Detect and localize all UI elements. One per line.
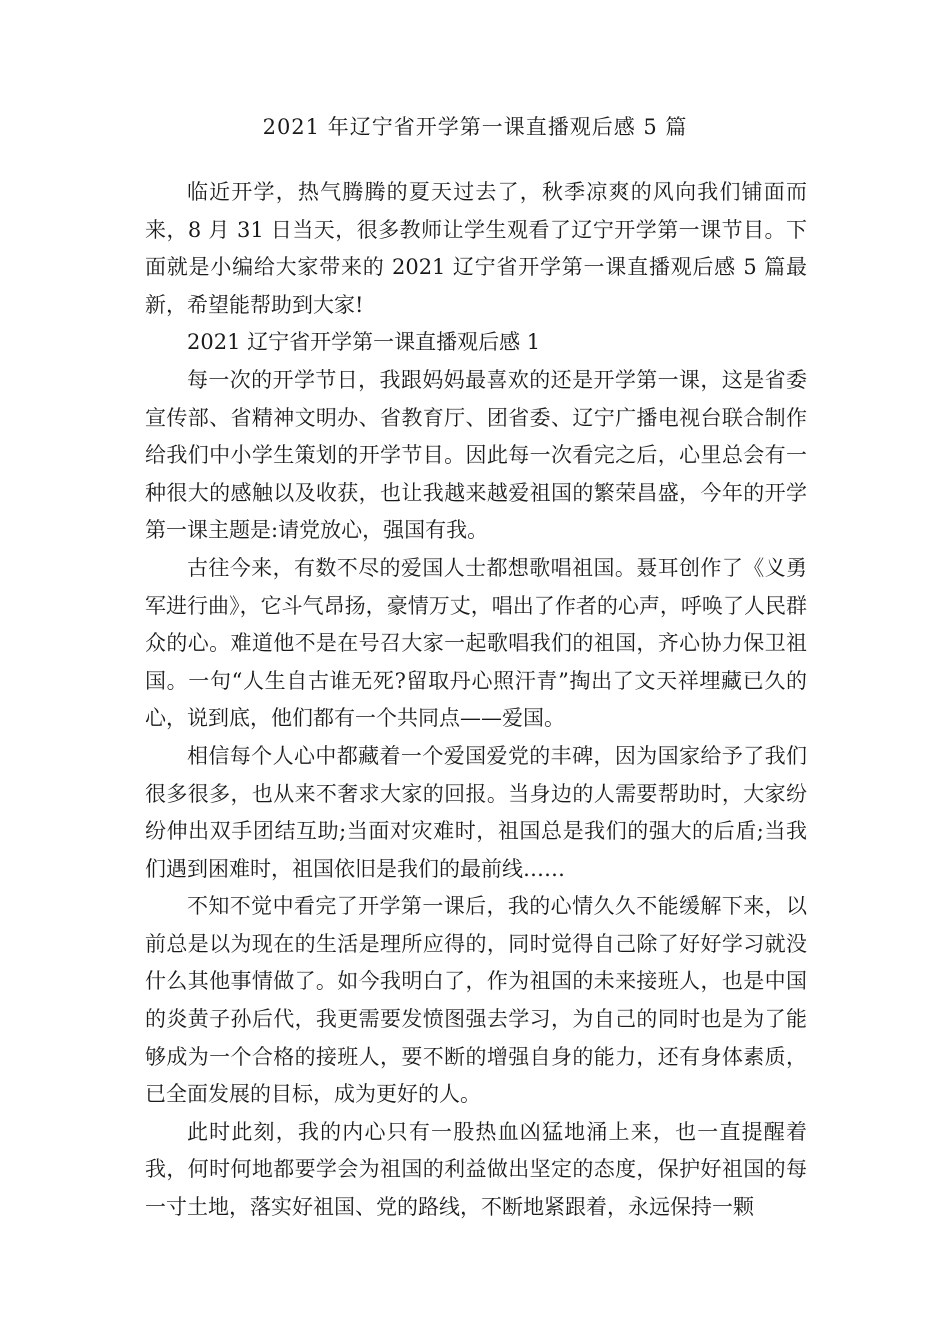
document-body bbox=[145, 174, 807, 1227]
body-paragraph: 不知不觉中看完了开学第一课后，我的心情久久不能缓解下来，以前总是以为现在的生活是理所应得的，同时觉得自己除了好好学习就没什么其他事情做了。如今我明白了，作为祖国的未来接班人，也是中国的炎黄子孙后代，我更需要发愤图强去学习，为自己的同时也是为了能够成为一个合格的接班人，要不断的增强自身的能力，还有身体素质，已全面发展的目标，成为更好的人。 bbox=[145, 894, 807, 1107]
document-title: 2021 年辽宁省开学第一课直播观后感 5 篇 bbox=[262, 115, 688, 139]
body-paragraph: 每一次的开学节日，我跟妈妈最喜欢的还是开学第一课，这是省委宣传部、省精神文明办、省教育厅、团省委、辽宁广播电视台联合制作给我们中小学生策划的开学节目。因此每一次看完之后，心里总会有一种很大的感触以及收获，也让我越来越爱祖国的繁荣昌盛，今年的开学第一课主题是:请党放心，强国有我。 bbox=[145, 367, 807, 543]
section-heading: 2021 辽宁省开学第一课直播观后感 1 bbox=[187, 330, 541, 355]
intro-paragraph: 临近开学，热气腾腾的夏天过去了，秋季凉爽的风向我们铺面而来，8 月 31 日当天，很多教师让学生观看了辽宁开学第一课节目。下面就是小编给大家带来的 2021 辽宁省开学第一课直播观后感 5 篇最新，希望能帮助到大家! bbox=[145, 180, 807, 317]
body-paragraph: 相信每个人心中都藏着一个爱国爱党的丰碑，因为国家给予了我们很多很多，也从来不奢求大家的回报。当身边的人需要帮助时，大家纷纷伸出双手团结互助;当面对灾难时，祖国总是我们的强大的后盾;当我们遇到困难时，祖国依旧是我们的最前线…… bbox=[145, 743, 807, 881]
body-paragraph: 此时此刻，我的内心只有一股热血凶猛地涌上来，也一直提醒着我，何时何地都要学会为祖国的利益做出坚定的态度，保护好祖国的每一寸土地，落实好祖国、党的路线，不断地紧跟着，永远保持一颗 bbox=[145, 1119, 807, 1220]
body-paragraph: 古往今来，有数不尽的爱国人士都想歌唱祖国。聂耳创作了《义勇军进行曲》，它斗气昂扬，豪情万丈，唱出了作者的心声，呼唤了人民群众的心。难道他不是在号召大家一起歌唱我们的祖国，齐心协力保卫祖国。一句“人生自古谁无死?留取丹心照汗青”掏出了文天祥埋藏已久的心，说到底，他们都有一个共同点——爱国。 bbox=[145, 555, 807, 731]
